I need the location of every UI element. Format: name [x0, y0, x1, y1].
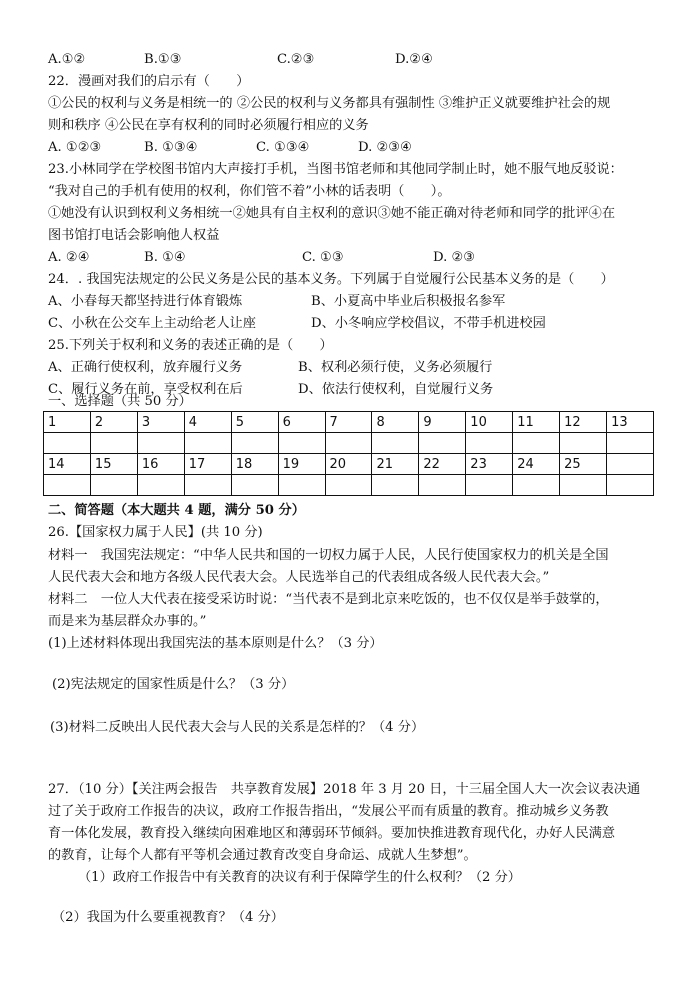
- q22-stem: 22．漫画对我们的启示有（ ）: [48, 74, 250, 89]
- q24-option-d: D、小冬响应学校倡议，不带手机进校园: [311, 316, 546, 331]
- answer-number-cell: 1: [44, 412, 91, 433]
- q26-sub1: (1)上述材料体现出我国宪法的基本原则是什么？（3 分）: [48, 636, 383, 651]
- q26-material1-line2: 人民代表大会和地方各级人民代表大会。人民选举自己的代表组成各级人民代表大会。”: [48, 570, 550, 585]
- q22-items-line2: 则和秩序 ④公民在享有权利的同时必须履行相应的义务: [48, 118, 369, 133]
- q23-option-a: A. ②④: [48, 250, 90, 265]
- answer-cell[interactable]: [325, 433, 372, 454]
- answer-number-cell: 12: [560, 412, 607, 433]
- q24-option-c: C、小秋在公交车上主动给老人让座: [48, 316, 256, 331]
- answer-cell[interactable]: [44, 475, 91, 496]
- q22-option-b: B. ①③④: [144, 140, 198, 155]
- answer-cell[interactable]: [513, 475, 560, 496]
- answer-input-row: [44, 475, 654, 496]
- q27-line1: 27．（10 分）【关注两会报告 共享教育发展】2018 年 3 月 20 日，十三届全国人大一次会议表决通: [48, 782, 641, 797]
- q24-stem: 24．. 我国宪法规定的公民义务是公民的基本义务。下列属于自觉履行公民基本义务的是（ ）: [48, 272, 614, 287]
- answer-number-cell: 18: [231, 454, 278, 475]
- answer-number-cell: 13: [607, 412, 654, 433]
- answer-number-cell: 10: [466, 412, 513, 433]
- answer-cell[interactable]: [137, 475, 184, 496]
- answer-cell[interactable]: [419, 475, 466, 496]
- section2-title: 二、简答题（本大题共 4 题，满分 50 分）: [48, 503, 305, 518]
- answer-number-cell: 5: [231, 412, 278, 433]
- answer-number-cell: 8: [372, 412, 419, 433]
- answer-cell[interactable]: [184, 475, 231, 496]
- section1-title: 一、选择题（共 50 分）: [48, 394, 192, 409]
- answer-cell[interactable]: [466, 433, 513, 454]
- q24-option-b: B、小夏高中毕业后积极报名参军: [311, 294, 506, 309]
- q22-option-a: A. ①②③: [48, 140, 102, 155]
- q25-stem: 25.下列关于权利和义务的表述正确的是（ ）: [48, 338, 333, 353]
- answer-number-cell: 23: [466, 454, 513, 475]
- q27-line2: 过了关于政府工作报告的决议，政府工作报告指出，“发展公平而有质量的教育。推动城乡义务教: [48, 804, 609, 819]
- q25-option-b: B、权利必须行使，义务必须履行: [298, 360, 493, 375]
- q22-option-d: D. ②③④: [358, 140, 412, 155]
- answer-cell[interactable]: [278, 433, 325, 454]
- answer-number-cell: 22: [419, 454, 466, 475]
- answer-number-row: [44, 412, 654, 433]
- answer-number-cell: 14: [44, 454, 91, 475]
- answer-cell[interactable]: [560, 433, 607, 454]
- q27-line3: 育一体化发展，教育投入继续向困难地区和薄弱环节倾斜。要加快推进教育现代化，办好人民满意: [48, 826, 616, 841]
- q27-sub1: （1）政府工作报告中有关教育的决议有利于保障学生的什么权利？（2 分）: [78, 870, 521, 885]
- q23-option-d: D. ②③: [433, 250, 476, 265]
- answer-cell[interactable]: [278, 475, 325, 496]
- answer-number-cell: 15: [90, 454, 137, 475]
- q23-items-line1: ①她没有认识到权利义务相统一②她具有自主权利的意识③她不能正确对待老师和同学的批评④在: [48, 206, 616, 221]
- answer-number-cell: 2: [90, 412, 137, 433]
- q23-stem-line1: 23.小林同学在学校图书馆内大声接打手机，当图书馆老师和其他同学制止时，她不服气地反驳说：: [48, 162, 623, 177]
- answer-cell[interactable]: [44, 433, 91, 454]
- q26-title: 26.【国家权力属于人民】(共 10 分): [48, 525, 263, 540]
- answer-number-cell: 9: [419, 412, 466, 433]
- q27-line4: 的教育，让每个人都有平等机会通过教育改变自身命运、成就人生梦想”。: [48, 848, 477, 863]
- answer-number-cell: 17: [184, 454, 231, 475]
- answer-input-row: [44, 433, 654, 454]
- q26-material2-line2: 而是来为基层群众办事的。”: [48, 614, 207, 629]
- q21-option-b: B.①③: [144, 52, 182, 67]
- answer-number-cell: 20: [325, 454, 372, 475]
- answer-number-cell: 16: [137, 454, 184, 475]
- answer-cell[interactable]: [560, 475, 607, 496]
- q21-option-c: C.②③: [277, 52, 315, 67]
- answer-cell[interactable]: [607, 433, 654, 454]
- answer-cell[interactable]: [372, 475, 419, 496]
- answer-table: [43, 411, 654, 496]
- answer-cell[interactable]: [90, 475, 137, 496]
- q23-option-c: C. ①③: [302, 250, 344, 265]
- q25-option-a: A、正确行使权利，放弃履行义务: [48, 360, 243, 375]
- q26-material1-line1: 材料一 我国宪法规定：“中华人民共和国的一切权力属于人民，人民行使国家权力的机关是全国: [48, 548, 609, 563]
- q26-material2-line1: 材料二 一位人大代表在接受采访时说：“当代表不是到北京来吃饭的，也不仅仅是举手鼓掌的，: [48, 592, 609, 607]
- q25-option-c: C、履行义务在前，享受权利在后: [48, 382, 243, 397]
- q22-option-c: C. ①③④: [256, 140, 310, 155]
- answer-cell[interactable]: [372, 433, 419, 454]
- q21-option-d: D.②④: [395, 52, 433, 67]
- q23-items-line2: 图书馆打电话会影响他人权益: [48, 228, 220, 243]
- answer-cell[interactable]: [325, 475, 372, 496]
- answer-cell[interactable]: [137, 433, 184, 454]
- answer-number-cell: 6: [278, 412, 325, 433]
- answer-cell[interactable]: [90, 433, 137, 454]
- answer-cell[interactable]: [607, 475, 654, 496]
- answer-number-row: [44, 454, 654, 475]
- q23-stem-line2: “我对自己的手机有使用的权利，你们管不着”小林的话表明（ ）。: [48, 184, 451, 199]
- answer-number-cell: 19: [278, 454, 325, 475]
- answer-number-cell: [607, 454, 654, 475]
- answer-cell[interactable]: [466, 475, 513, 496]
- answer-cell[interactable]: [513, 433, 560, 454]
- answer-cell[interactable]: [231, 433, 278, 454]
- answer-number-cell: 4: [184, 412, 231, 433]
- q21-option-a: A.①②: [48, 52, 86, 67]
- q26-sub3: (3)材料二反映出人民代表大会与人民的关系是怎样的？（4 分）: [50, 720, 425, 735]
- q24-option-a: A、小春每天都坚持进行体育锻炼: [48, 294, 243, 309]
- answer-number-cell: 25: [560, 454, 607, 475]
- answer-number-cell: 3: [137, 412, 184, 433]
- q26-sub2: (2)宪法规定的国家性质是什么？（3 分）: [52, 677, 295, 692]
- answer-number-cell: 7: [325, 412, 372, 433]
- answer-number-cell: 11: [513, 412, 560, 433]
- answer-number-cell: 21: [372, 454, 419, 475]
- answer-cell[interactable]: [231, 475, 278, 496]
- answer-number-cell: 24: [513, 454, 560, 475]
- q22-items-line1: ①公民的权利与义务是相统一的 ②公民的权利与义务都具有强制性 ③维护正义就要维护社会的规: [48, 96, 611, 111]
- q27-sub2: （2）我国为什么要重视教育？（4 分）: [52, 910, 284, 925]
- q23-option-b: B. ①④: [144, 250, 186, 265]
- answer-cell[interactable]: [184, 433, 231, 454]
- answer-cell[interactable]: [419, 433, 466, 454]
- q25-option-d: D、依法行使权利，自觉履行义务: [298, 382, 494, 397]
